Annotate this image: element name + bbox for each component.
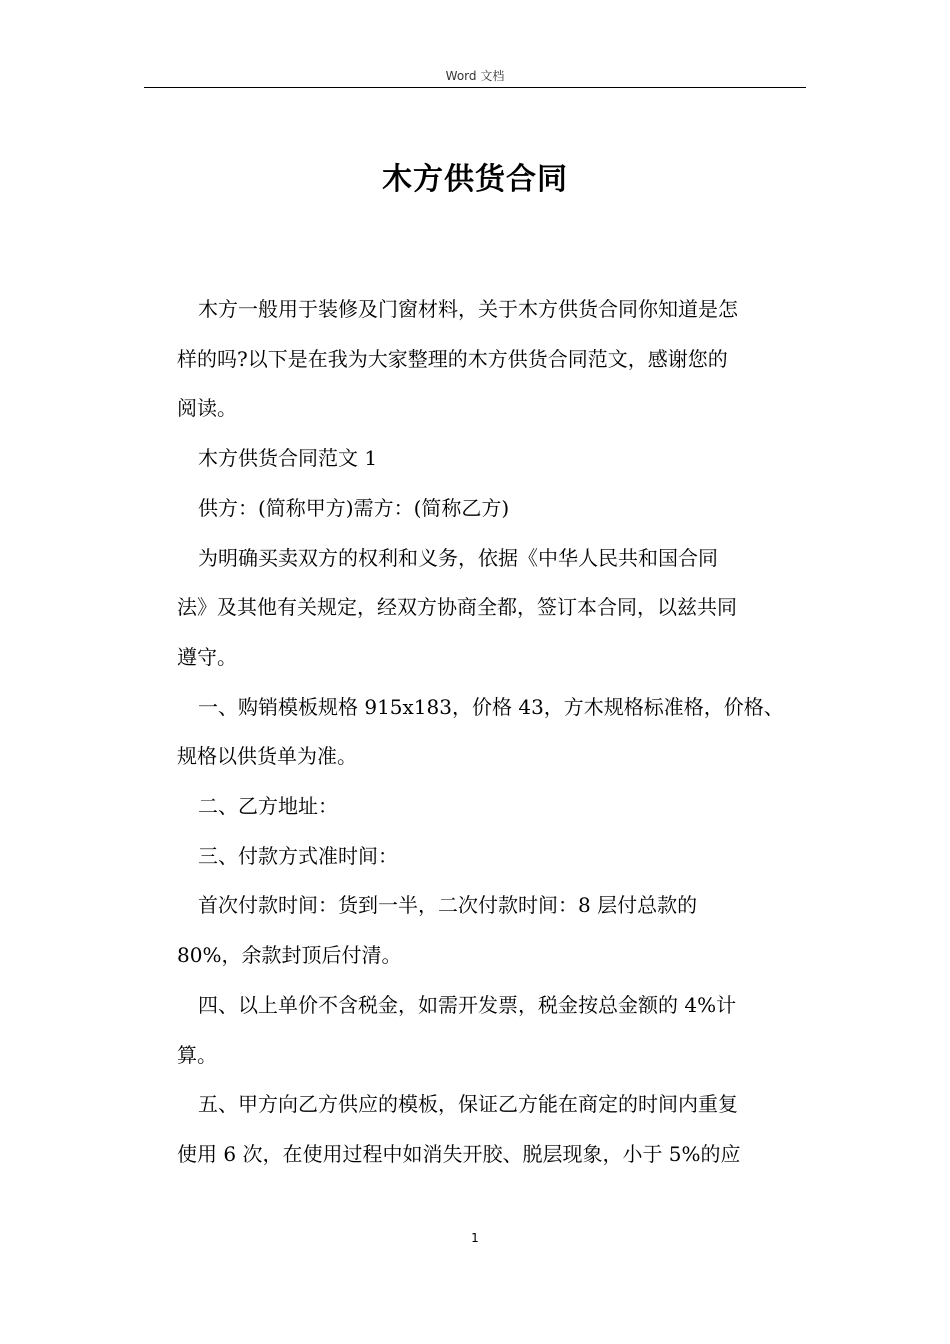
line-1: 木方一般用于装修及门窗材料，关于木方供货合同你知道是怎 (198, 297, 738, 321)
line-14: 80%，余款封顶后付清。 (177, 943, 402, 968)
line-11: 二、乙方地址： (198, 794, 338, 819)
page-header: Word 文档 (445, 69, 505, 83)
line-7: 法》及其他有关规定，经双方协商全都，签订本合同，以兹共同 (177, 595, 737, 620)
document-body (177, 285, 807, 1180)
line-3: 阅读。 (177, 396, 237, 421)
line-4: 木方供货合同范文 1 (198, 446, 378, 471)
line-6: 为明确买卖双方的权利和义务，依据《中华人民共和国合同 (198, 545, 718, 570)
line-12: 三、付款方式准时间： (198, 843, 398, 868)
line-5: 供方：(简称甲方)需方：(简称乙方) (198, 495, 510, 520)
line-9: 一、购销模板规格 915x183，价格 43，方木规格标准格，价格、 (198, 694, 784, 719)
line-18: 使用 6 次，在使用过程中如消失开胶、脱层现象，小于 5%的应 (177, 1141, 741, 1166)
line-13: 首次付款时间：货到一半，二次付款时间：8 层付总款的 (198, 893, 698, 918)
line-17: 五、甲方向乙方供应的模板，保证乙方能在商定的时间内重复 (198, 1092, 738, 1117)
line-15: 四、以上单价不含税金，如需开发票，税金按总金额的 4%计 (198, 992, 737, 1017)
line-8: 遵守。 (177, 644, 237, 669)
document-title: 木方供货合同 (382, 162, 568, 197)
page-number: 1 (471, 1231, 479, 1245)
line-10: 规格以供货单为准。 (177, 744, 357, 769)
header-divider (144, 87, 806, 88)
line-2: 样的吗?以下是在我为大家整理的木方供货合同范文，感谢您的 (177, 346, 728, 371)
line-16: 算。 (177, 1042, 217, 1067)
